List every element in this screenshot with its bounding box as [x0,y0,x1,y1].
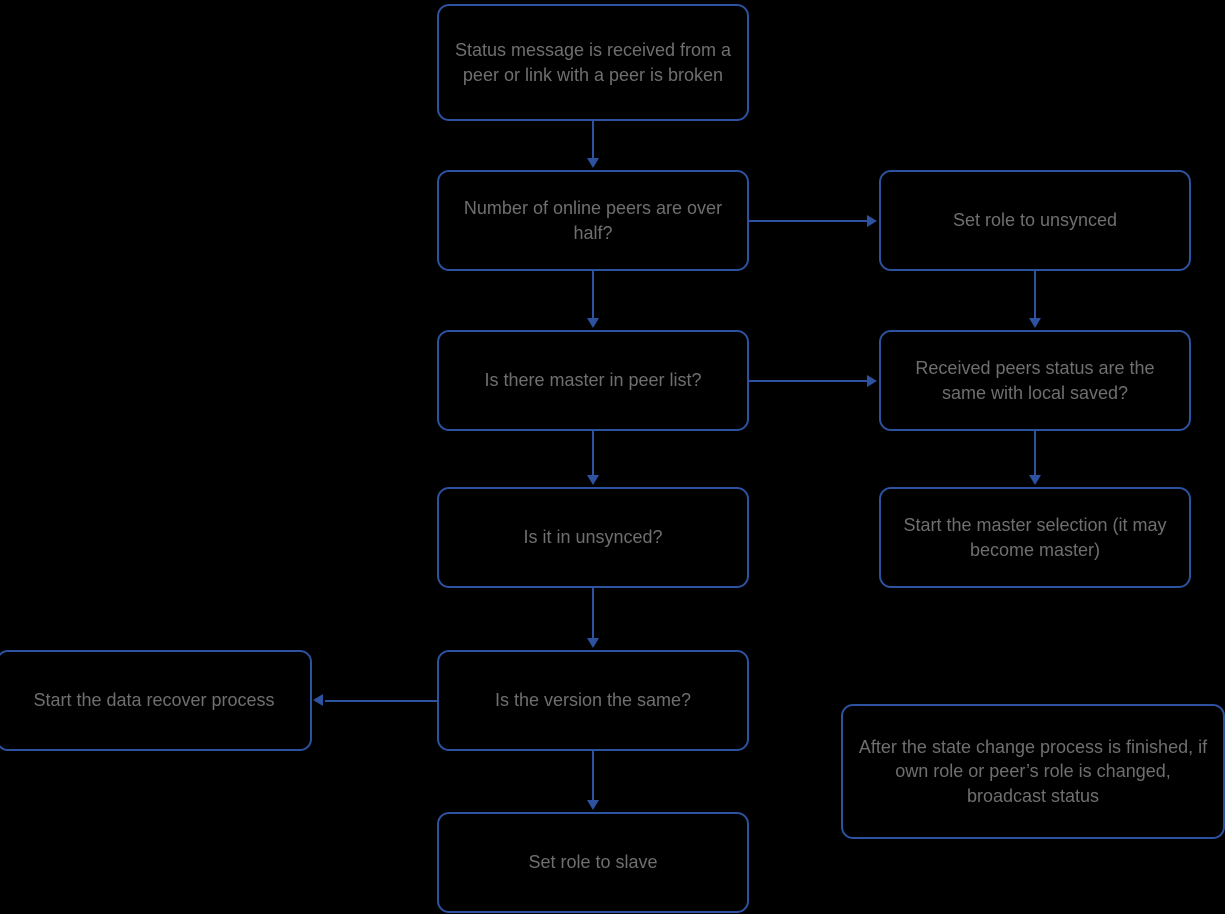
node-label: Number of online peers are over half? [463,198,723,243]
arrowhead-peers-status-to-master-selection [1029,475,1041,485]
node-label: Start the master selection (it may become master) [903,515,1167,560]
node-peers-over-half [437,170,749,271]
edge-master-to-unsynced [592,431,594,475]
node-label: Is there master in peer list? [484,370,702,391]
arrowhead-set-unsynced-to-peers-status [1029,318,1041,328]
node-label: Received peers status are the same with local saved? [915,358,1155,403]
node-set-role-unsynced [879,170,1191,271]
node-label: After the state change process is finished, if own role or peer’s role is changed, broadcast status [858,737,1208,806]
edge-version-to-data-recover [325,700,437,702]
node-label: Start the data recover process [33,690,275,711]
edge-peers-status-to-master-selection [1034,431,1036,475]
node-label: Is it in unsynced? [523,527,663,548]
node-label: Is the version the same? [494,690,692,711]
edge-peers-to-master [592,271,594,318]
node-label: Set role to slave [528,852,658,873]
node-master-in-peer-list [437,330,749,431]
node-broadcast-note [841,704,1225,839]
edge-status-to-peers [592,121,594,160]
edge-version-to-slave [592,751,594,800]
node-status-received [437,4,749,121]
node-start-data-recover [0,650,312,751]
arrowhead-unsynced-to-version [587,638,599,648]
arrowhead-master-to-peers-status [867,375,877,387]
arrowhead-version-to-data-recover [313,694,323,706]
node-is-in-unsynced [437,487,749,588]
arrowhead-master-to-unsynced [587,475,599,485]
arrowhead-peers-to-master [587,318,599,328]
edge-set-unsynced-to-peers-status [1034,271,1036,318]
edge-master-to-peers-status [749,380,867,382]
arrowhead-version-to-slave [587,800,599,810]
node-label: Set role to unsynced [952,210,1118,231]
edge-peers-to-set-unsynced [749,220,867,222]
node-set-role-slave [437,812,749,913]
edge-unsynced-to-version [592,588,594,638]
node-peers-status-same [879,330,1191,431]
arrowhead-status-to-peers [587,158,599,168]
node-start-master-selection [879,487,1191,588]
arrowhead-peers-to-set-unsynced [867,215,877,227]
node-version-same [437,650,749,751]
node-label: Status message is received from a peer or link with a peer is broken [454,40,732,85]
